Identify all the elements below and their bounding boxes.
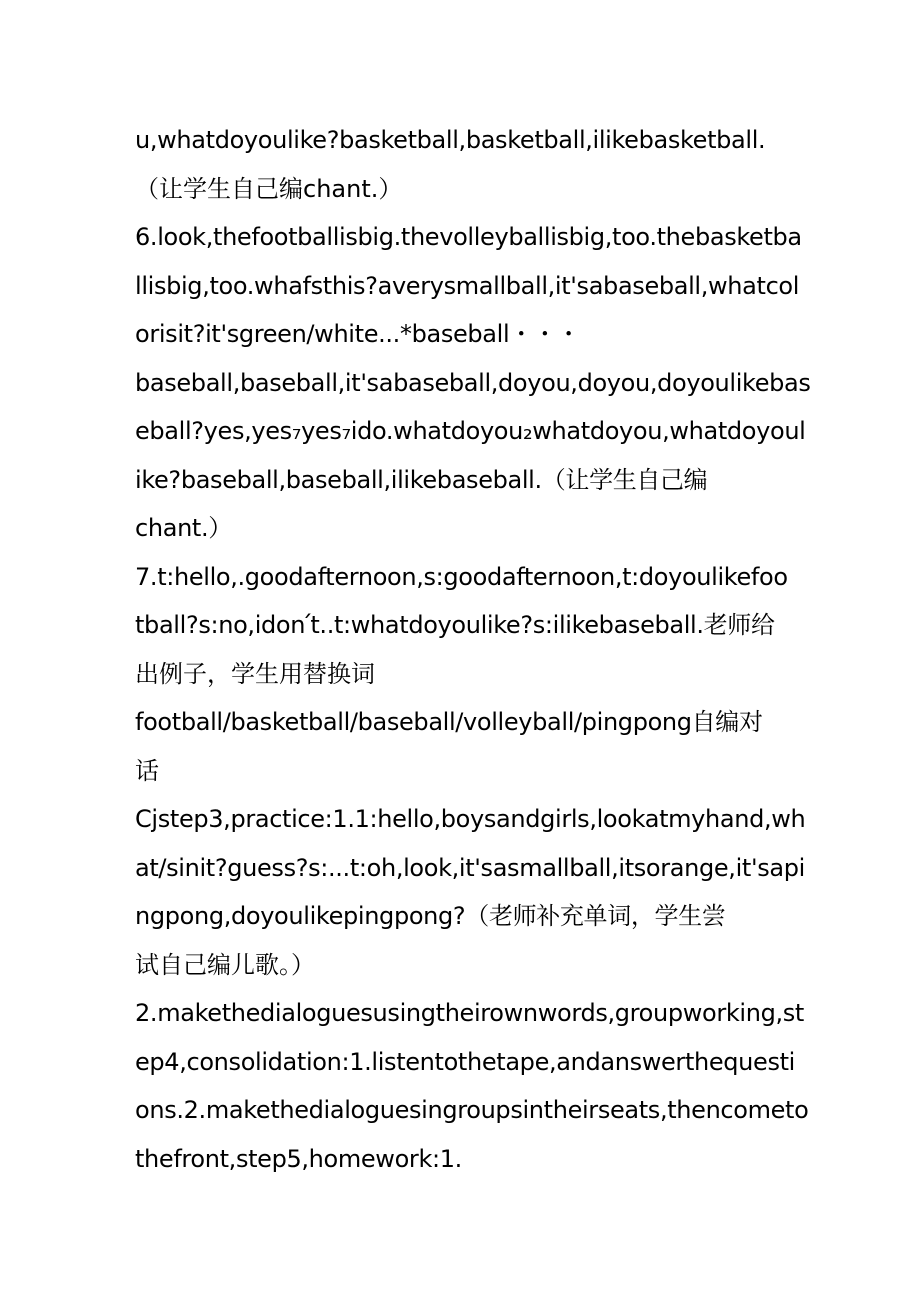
text-line-15: Cjstep3,practice:1.1:hello,boysandgirls,lookatmyhand,wh [135,805,806,833]
text-line-22: thefront,step5,homework:1. [135,1144,462,1173]
text-line-4: llisbig,too.whafsthis?averysmallball,it'sabaseball,whatcol [135,271,800,300]
text-line-18: 试自己编儿歌。） [135,950,315,979]
body-text [135,116,811,1183]
text-line-20: ep4,consolidation:1.listentothetape,andanswerthequesti [135,1047,795,1076]
text-line-10: 7.t:hello,.goodafternoon,s:goodafternoon,t:doyoulikefoo [135,562,788,591]
text-line-13: football/basketball/baseball/volleyball/pingpong自编对 [135,708,763,736]
text-line-2: （让学生自己编chant.） [135,174,403,203]
text-line-17: ngpong,doyoulikepingpong?（老师补充单词，学生尝 [135,902,726,930]
text-line-5: orisit?it'sgreen/white...*baseball・・・ [135,320,581,348]
text-line-6: baseball,baseball,it'sabaseball,doyou,doyou,doyoulikebas [135,368,811,397]
text-line-7: eball?yes,yes₇yes₇ido.whatdoyou₂whatdoyou,whatdoyoul [135,417,806,445]
text-line-14: 话 [135,756,159,785]
text-line-12: 出例子，学生用替换词 [135,659,375,688]
text-line-11: tball?s:no,idon՛t..t:whatdoyoulike?s:ilikebaseball.老师给 [135,611,775,639]
text-line-8: ike?baseball,baseball,ilikebaseball.（让学生自己编 [135,465,708,494]
text-line-1: u,whatdoyoulike?basketball,basketball,ilikebasketball. [135,126,766,154]
text-line-3: 6.look,thefootballisbig.thevolleyballisbig,too.thebasketba [135,223,802,251]
text-line-21: ons.2.makethedialoguesingroupsintheirseats,thencometo [135,1096,809,1124]
text-line-9: chant.） [135,514,232,542]
text-line-16: at/sinit?guess?s:...t:oh,look,it'sasmallball,itsorange,it'sapi [135,853,805,882]
text-line-19: 2.makethedialoguesusingtheirownwords,groupworking,st [135,999,804,1027]
